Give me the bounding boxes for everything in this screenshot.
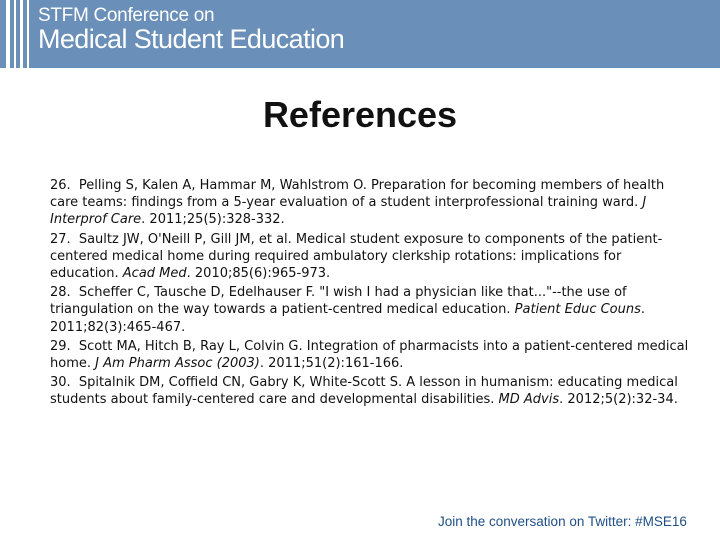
reference-item	[50, 284, 690, 336]
header-stripe	[27, 0, 29, 68]
reference-text: Saultz JW, O'Neill P, Gill JM, et al. Medical student exposure to components of the patient-centered medical home during required ambulatory clerkship rotations: implications for education.	[50, 231, 663, 282]
reference-citation: . 2010;85(6):965-973.	[186, 266, 331, 282]
conference-name-line2: Medical Student Education	[38, 24, 345, 54]
reference-item	[50, 231, 690, 283]
conference-name-line1: STFM Conference on	[38, 5, 215, 26]
reference-number: 28.	[50, 285, 71, 301]
reference-item	[50, 338, 690, 372]
reference-journal: J Interprof Care	[50, 195, 647, 228]
reference-text: Scheffer C, Tausche D, Edelhauser F. "I wish I had a physician like that..."--the use of triangulation on the way towards a patient-centred medical education.	[50, 285, 627, 318]
reference-citation: . 2012;5(2):32-34.	[559, 392, 678, 408]
reference-number: 27.	[50, 231, 71, 247]
reference-item	[50, 374, 690, 408]
reference-citation: . 2011;25(5):328-332.	[141, 212, 285, 228]
header-banner	[0, 0, 720, 68]
reference-item	[50, 177, 690, 229]
reference-text: Spitalnik DM, Coffield CN, Gabry K, White-Scott S. A lesson in humanism: educating medical students about family-centered care and developmental disabilities.	[50, 375, 678, 408]
reference-text: Scott MA, Hitch B, Ray L, Colvin G. Integration of pharmacists into a patient-centered medical home.	[50, 338, 689, 372]
reference-number: 29.	[50, 338, 71, 354]
reference-text: Pelling S, Kalen A, Hammar M, Wahlstrom O. Preparation for becoming members of health care teams: findings from a 5-year evaluation of a student interprofessional training ward.	[50, 178, 665, 211]
reference-number: 26.	[50, 178, 71, 193]
reference-citation: . 2011;82(3):465-467.	[50, 302, 646, 335]
reference-citation: . 2011;51(2):161-166.	[259, 356, 404, 372]
header-stripe	[6, 0, 10, 68]
reference-journal: Patient Educ Couns	[514, 302, 641, 318]
header-stripe	[20, 0, 23, 68]
reference-journal: J Am Pharm Assoc (2003)	[95, 356, 260, 372]
slide-title: References	[262, 94, 458, 135]
header-stripe	[14, 0, 16, 68]
reference-journal: MD Advis	[498, 392, 560, 408]
reference-list	[50, 177, 690, 411]
footer-twitter-text: Join the conversation on Twitter: #MSE16	[438, 514, 687, 529]
reference-journal: Acad Med	[122, 266, 187, 282]
reference-number: 30.	[50, 375, 71, 391]
